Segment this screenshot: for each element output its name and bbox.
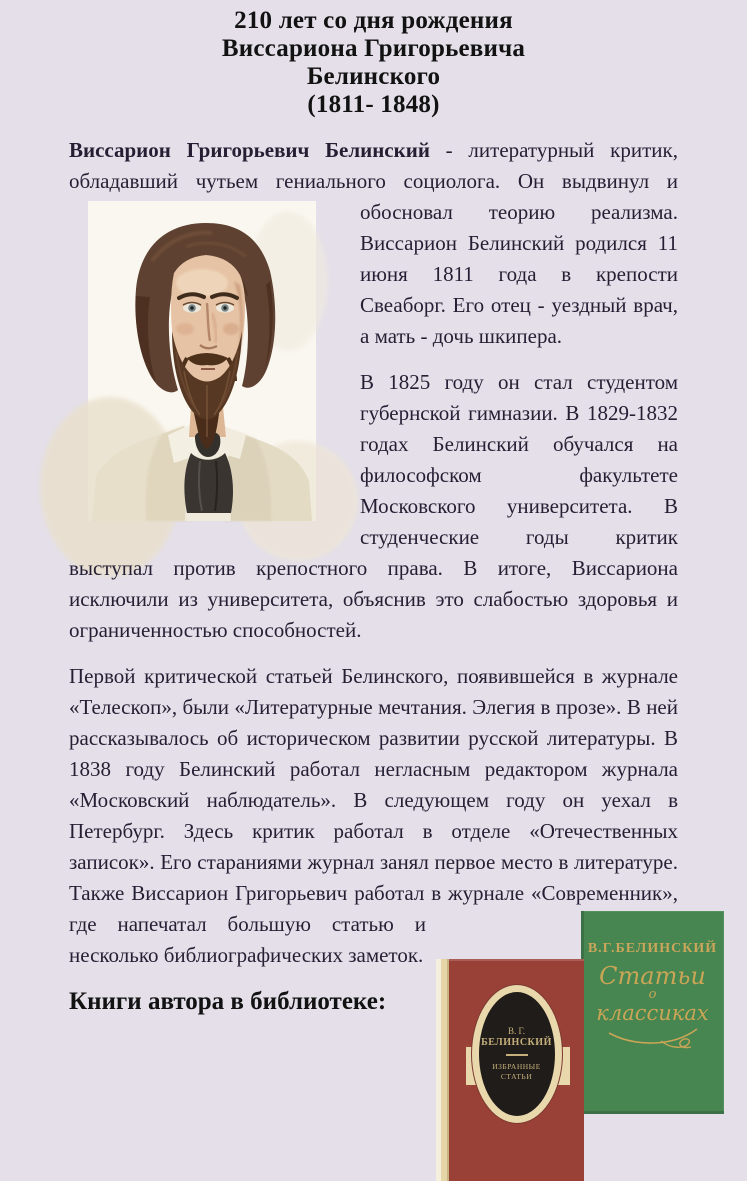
green-book-title-script — [581, 963, 724, 1051]
green-book-author: В.Г.БЕЛИНСКИЙ — [587, 941, 718, 956]
medallion-text — [479, 992, 555, 1116]
title-line-4: (1811- 1848) — [307, 91, 440, 118]
title-line-2: Виссариона Григорьевича — [221, 35, 526, 62]
medallion — [472, 985, 562, 1123]
script-line-3: классиках — [596, 1001, 709, 1025]
paragraph-intro — [69, 135, 678, 352]
book-spine-edge — [441, 959, 449, 1181]
medallion-title-line-2: СТАТЬИ — [500, 1072, 533, 1081]
book-cover-articles-on-classics — [581, 911, 724, 1114]
page-title — [0, 0, 747, 119]
book-covers-image — [434, 911, 724, 1154]
medallion-rule — [506, 1054, 528, 1056]
medallion-frame — [449, 959, 584, 1181]
intro-text-continued: обосновал теорию реализма. Виссарион Белинский родился 11 июня 1811 года в крепости Свеаборг. Его отец - уездный врач, а мать - дочь шкипера. — [360, 200, 678, 348]
book-cover-selected-articles — [436, 959, 584, 1181]
intro-text: - литературный критик, обладавший чутьем гениального социолога. Он выдвинул и — [69, 138, 678, 193]
belinsky-portrait-image — [88, 201, 316, 521]
intro-author-name: Виссарион Григорьевич Белинский — [69, 138, 430, 162]
flourish-icon — [601, 1025, 705, 1051]
career-text-wrapped: где напечатал большую статью и несколько библиографических заметок. — [69, 912, 426, 967]
books-heading: Книги автора в библиотеке: — [69, 988, 387, 1015]
medallion-author-line-1: В. Г. — [508, 1026, 525, 1036]
article-body — [0, 119, 747, 1081]
paragraph-education: В 1825 году он стал студентом губернской гимназии. В 1829-1832 годах Белинский обучался на философском факультете Московского университета. В студенческие годы критик выступал против крепостного права. В итоге, Виссариона исключили из университета, объяснив это слабостью здоровья и ограниченностью способностей. — [69, 370, 678, 642]
title-line-3: Белинского — [306, 63, 441, 90]
medallion-author-line-2: БЕЛИНСКИЙ — [481, 1037, 552, 1048]
script-line-2: о — [648, 987, 657, 1002]
portrait-svg — [88, 201, 316, 521]
title-line-1: 210 лет со дня рождения — [234, 7, 513, 34]
career-text: Первой критической статьей Белинского, появившейся в журнале «Телескоп», были «Литературные мечтания. Элегия в прозе». В ней рассказывалось об историческом развитии русской литературы. В 1838 году Белинский работал негласным редактором журнала «Московский наблюдатель». В следующем году он уехал в Петербург. Здесь критик работал в отделе «Отечественных записок». Его стараниями журнал занял первое место в литературе. Также Виссарион Григорьевич работал в журнале «Современник», — [69, 664, 678, 905]
medallion-title-line-1: ИЗБРАННЫЕ — [492, 1062, 541, 1071]
script-line-1: Статьи — [599, 962, 706, 990]
